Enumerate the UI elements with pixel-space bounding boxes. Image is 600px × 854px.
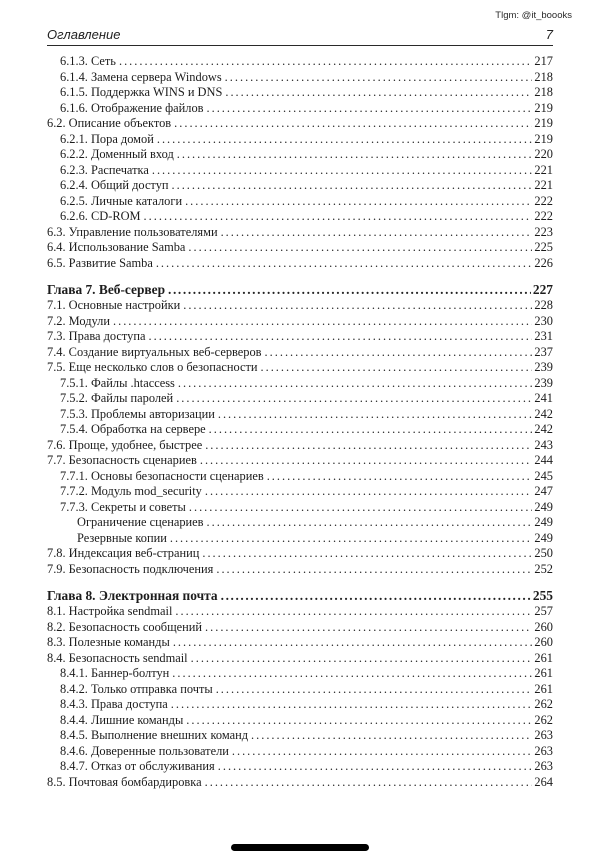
dot-leader <box>225 70 533 86</box>
toc-entry-page: 228 <box>534 298 553 312</box>
toc-entry-page: 231 <box>534 329 553 343</box>
toc-entry <box>47 500 553 516</box>
dot-leader <box>188 240 532 256</box>
toc-entry-label: 8.5. Почтовая бомбардировка <box>47 774 202 789</box>
toc-entry-label: 7.2. Модули <box>47 313 110 328</box>
toc-entry <box>47 298 553 314</box>
dot-leader <box>172 666 532 682</box>
toc-entry-label: 7.7.1. Основы безопасности сценариев <box>60 468 264 483</box>
toc-list <box>47 54 553 790</box>
toc-entry-page: 257 <box>534 604 553 618</box>
dot-leader <box>113 314 532 330</box>
toc-entry-page: 249 <box>534 530 553 545</box>
toc-entry <box>47 70 553 86</box>
dot-leader <box>152 163 533 179</box>
toc-entry <box>47 194 553 210</box>
toc-entry <box>47 360 553 376</box>
toc-entry-label: Ограничение сценариев <box>77 515 204 529</box>
dot-leader <box>185 194 532 210</box>
toc-entry-label: 8.2. Безопасность сообщений <box>47 619 203 634</box>
toc-entry-label: 6.3. Управление пользователями <box>47 224 218 239</box>
toc-entry <box>47 345 553 361</box>
toc-entry-label: 6.1.3. Сеть <box>60 54 116 68</box>
dot-leader <box>216 562 532 578</box>
toc-entry-page: 243 <box>534 437 553 452</box>
dot-leader <box>183 298 532 314</box>
toc-entry-page: 239 <box>534 375 553 390</box>
dot-leader <box>177 147 533 163</box>
toc-entry-label: 6.5. Развитие Samba <box>47 255 153 270</box>
toc-entry <box>47 651 553 667</box>
toc-entry-label: 8.4.6. Доверенные пользователи <box>60 743 229 758</box>
dot-leader <box>175 604 532 620</box>
toc-entry-page: 222 <box>534 209 553 223</box>
dot-leader <box>157 132 533 148</box>
toc-entry-page: 219 <box>534 131 553 146</box>
toc-entry <box>47 484 553 500</box>
toc-entry-page: 263 <box>534 759 553 773</box>
toc-entry <box>47 407 553 423</box>
dot-leader <box>144 209 533 225</box>
toc-entry-page: 250 <box>534 546 553 560</box>
toc-entry-page: 230 <box>534 313 553 328</box>
dot-leader <box>216 682 533 698</box>
toc-entry-page: 242 <box>534 422 553 436</box>
dot-leader <box>205 484 533 500</box>
toc-entry-label: 6.1.4. Замена сервера Windows <box>60 69 222 84</box>
toc-entry-label: 7.5.4. Обработка на сервере <box>60 422 206 436</box>
toc-entry <box>47 666 553 682</box>
toc-entry-label: 8.4.2. Только отправка почты <box>60 681 213 696</box>
toc-entry <box>47 391 553 407</box>
toc-entry-label: 7.7.2. Модуль mod_security <box>60 484 202 498</box>
toc-entry-label: 6.2.5. Личные каталоги <box>60 193 183 208</box>
toc-entry-page: 221 <box>534 178 553 192</box>
toc-entry-page: 252 <box>534 561 553 576</box>
home-indicator-bar[interactable] <box>231 844 369 851</box>
toc-entry-label: 7.8. Индексация веб-страниц <box>47 546 200 560</box>
toc-entry <box>47 329 553 345</box>
toc-entry-page: 218 <box>534 69 553 84</box>
page-header <box>47 27 553 46</box>
toc-entry <box>47 604 553 620</box>
page-number: 7 <box>545 27 553 42</box>
toc-entry <box>47 728 553 744</box>
dot-leader <box>232 744 533 760</box>
toc-entry-label: 8.4.7. Отказ от обслуживания <box>60 759 215 773</box>
toc-entry-label: Глава 7. Веб-сервер <box>47 282 166 297</box>
toc-entry <box>47 531 553 547</box>
toc-entry <box>47 85 553 101</box>
toc-entry-label: 6.2.1. Пора домой <box>60 131 154 146</box>
toc-entry-label: 7.4. Создание виртуальных веб-серверов <box>47 344 262 359</box>
toc-entry-label: 7.6. Проще, удобнее, быстрее <box>47 437 203 452</box>
dot-leader <box>156 256 533 272</box>
toc-entry-page: 223 <box>534 224 553 239</box>
toc-entry-label: 6.2. Описание объектов <box>47 116 172 130</box>
dot-leader <box>267 469 533 485</box>
toc-entry-page: 227 <box>532 282 553 297</box>
dot-leader <box>218 759 533 775</box>
toc-entry-page: 217 <box>534 54 553 68</box>
toc-entry-page: 261 <box>534 681 553 696</box>
dot-leader <box>173 635 533 651</box>
dot-leader <box>149 329 533 345</box>
dot-leader <box>171 697 533 713</box>
toc-entry <box>47 744 553 760</box>
toc-entry-label: 6.1.5. Поддержка WINS и DNS <box>60 85 223 99</box>
toc-entry-page: 260 <box>534 635 553 649</box>
dot-leader <box>191 651 533 667</box>
toc-entry-label: 7.5.1. Файлы .htaccess <box>60 375 175 390</box>
toc-entry <box>47 682 553 698</box>
toc-entry-page: 260 <box>534 619 553 634</box>
toc-entry <box>47 587 553 604</box>
toc-entry-page: 219 <box>534 100 553 115</box>
dot-leader <box>265 345 533 361</box>
toc-entry <box>47 469 553 485</box>
toc-entry <box>47 562 553 578</box>
toc-entry-label: 7.5. Еще несколько слов о безопасности <box>47 360 258 374</box>
toc-entry-label: 6.2.2. Доменный вход <box>60 147 174 161</box>
toc-entry-page: 264 <box>534 774 553 789</box>
toc-entry <box>47 438 553 454</box>
toc-entry <box>47 546 553 562</box>
toc-entry <box>47 132 553 148</box>
toc-entry <box>47 515 553 531</box>
toc-entry-label: Резервные копии <box>77 530 167 545</box>
toc-entry-page: 222 <box>534 193 553 208</box>
dot-leader <box>205 775 533 791</box>
toc-entry-label: 8.4.3. Права доступа <box>60 697 168 711</box>
dot-leader <box>221 587 531 604</box>
dot-leader <box>200 453 533 469</box>
toc-entry <box>47 147 553 163</box>
toc-entry-label: 7.9. Безопасность подключения <box>47 561 214 576</box>
dot-leader <box>207 515 533 531</box>
dot-leader <box>168 281 531 298</box>
toc-entry <box>47 620 553 636</box>
toc-entry-page: 263 <box>534 728 553 742</box>
dot-leader <box>202 546 532 562</box>
toc-entry-page: 249 <box>534 499 553 514</box>
toc-entry <box>47 54 553 70</box>
toc-entry <box>47 697 553 713</box>
toc-entry <box>47 759 553 775</box>
toc-entry-label: Глава 8. Электронная почта <box>47 588 218 603</box>
header-title: Оглавление <box>47 27 121 42</box>
dot-leader <box>176 391 532 407</box>
toc-entry <box>47 635 553 651</box>
toc-entry-label: 8.1. Настройка sendmail <box>47 604 173 618</box>
toc-entry-page: 245 <box>534 468 553 483</box>
toc-entry-page: 226 <box>534 255 553 270</box>
toc-entry-label: 7.7.3. Секреты и советы <box>60 499 186 514</box>
toc-entry-label: 8.4. Безопасность sendmail <box>47 650 188 665</box>
toc-entry-label: 6.4. Использование Samba <box>47 240 186 254</box>
dot-leader <box>174 116 532 132</box>
toc-entry-page: 247 <box>534 484 553 498</box>
toc-entry-label: 8.3. Полезные команды <box>47 635 170 649</box>
toc-entry-page: 262 <box>534 712 553 727</box>
toc-entry-label: 8.4.1. Баннер-болтун <box>60 666 170 680</box>
toc-entry <box>47 256 553 272</box>
toc-entry <box>47 422 553 438</box>
dot-leader <box>189 500 533 516</box>
toc-entry <box>47 209 553 225</box>
dot-leader <box>172 178 533 194</box>
dot-leader <box>178 376 533 392</box>
toc-entry <box>47 775 553 791</box>
toc-entry-label: 6.1.6. Отображение файлов <box>60 100 204 115</box>
dot-leader <box>225 85 532 101</box>
toc-entry-page: 249 <box>534 515 553 529</box>
toc-entry-page: 218 <box>534 85 553 99</box>
toc-entry <box>47 101 553 117</box>
toc-entry-page: 262 <box>534 697 553 711</box>
dot-leader <box>261 360 533 376</box>
toc-entry-page: 242 <box>534 406 553 421</box>
toc-entry-page: 244 <box>534 453 553 467</box>
toc-entry-page: 219 <box>534 116 553 130</box>
toc-entry-label: 7.5.3. Проблемы авторизации <box>60 406 215 421</box>
toc-entry-page: 225 <box>534 240 553 254</box>
toc-entry-page: 241 <box>534 391 553 405</box>
toc-entry-page: 221 <box>534 162 553 177</box>
toc-entry-label: 8.4.5. Выполнение внешних команд <box>60 728 249 742</box>
toc-entry-page: 239 <box>534 360 553 374</box>
toc-entry <box>47 281 553 298</box>
toc-entry-label: 7.5.2. Файлы паролей <box>60 391 174 405</box>
toc-entry-page: 261 <box>534 650 553 665</box>
dot-leader <box>251 728 532 744</box>
dot-leader <box>209 422 533 438</box>
toc-entry-label: 7.1. Основные настройки <box>47 298 181 312</box>
dot-leader <box>221 225 533 241</box>
toc-entry <box>47 713 553 729</box>
toc-entry-page: 237 <box>534 344 553 359</box>
dot-leader <box>186 713 532 729</box>
toc-entry-page: 220 <box>534 147 553 161</box>
toc-entry <box>47 314 553 330</box>
toc-entry <box>47 225 553 241</box>
toc-entry <box>47 453 553 469</box>
dot-leader <box>205 620 532 636</box>
toc-entry-page: 261 <box>534 666 553 680</box>
dot-leader <box>205 438 532 454</box>
toc-entry-label: 7.7. Безопасность сценариев <box>47 453 197 467</box>
toc-entry-label: 6.2.3. Распечатка <box>60 162 149 177</box>
toc-entry <box>47 240 553 256</box>
toc-entry-page: 263 <box>534 743 553 758</box>
toc-entry-label: 8.4.4. Лишние команды <box>60 712 184 727</box>
dot-leader <box>207 101 533 117</box>
toc-entry <box>47 163 553 179</box>
toc-entry-label: 6.2.4. Общий доступ <box>60 178 169 192</box>
toc-entry-label: 7.3. Права доступа <box>47 329 146 343</box>
dot-leader <box>119 54 532 70</box>
dot-leader <box>170 531 533 547</box>
toc-entry <box>47 178 553 194</box>
dot-leader <box>218 407 533 423</box>
telegram-watermark: Tlgm: @it_boooks <box>495 10 572 21</box>
toc-entry-label: 6.2.6. CD-ROM <box>60 209 141 223</box>
toc-entry <box>47 116 553 132</box>
toc-entry <box>47 376 553 392</box>
toc-entry-page: 255 <box>532 588 553 603</box>
